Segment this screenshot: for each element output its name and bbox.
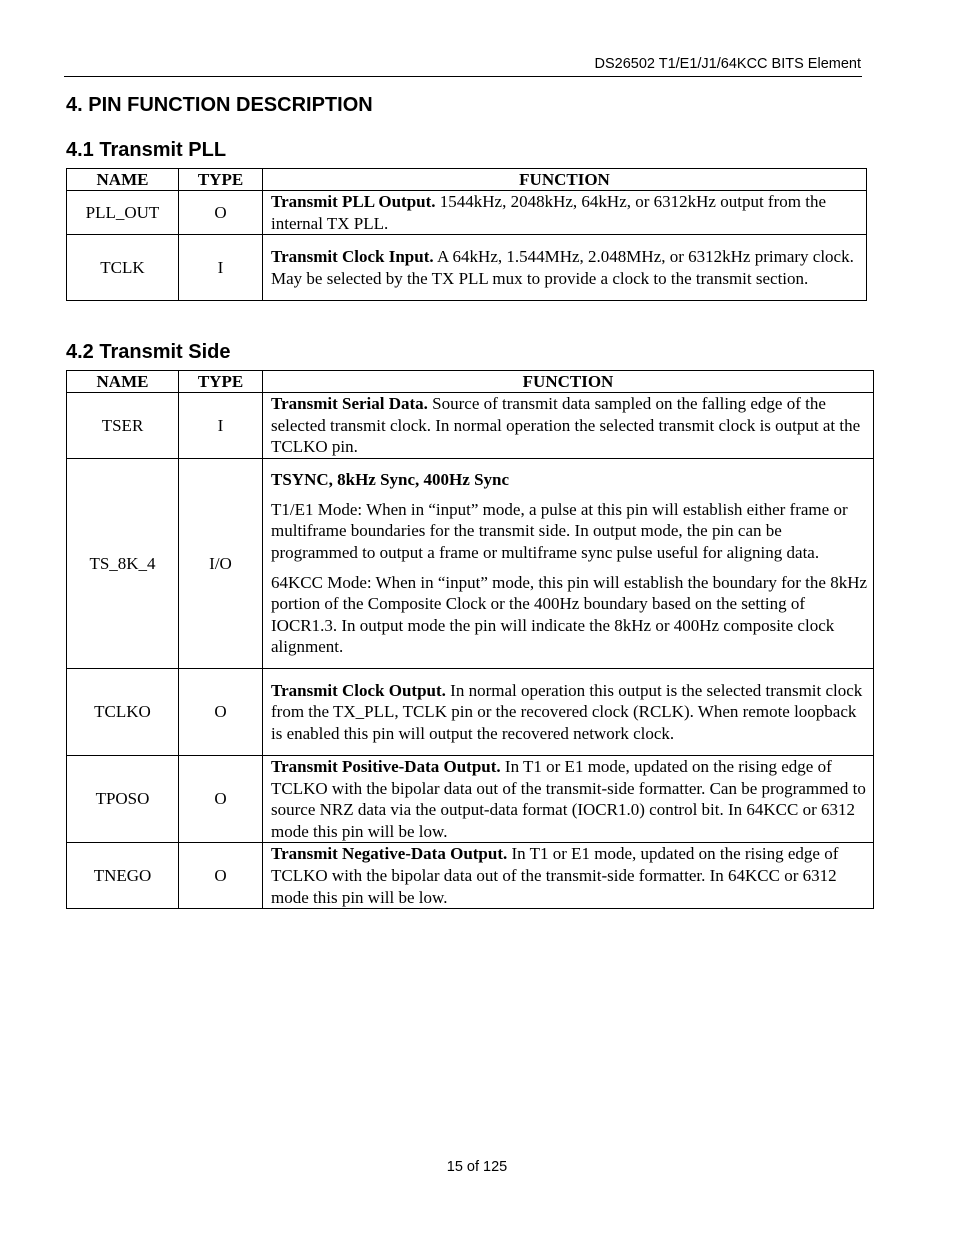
document-header: DS26502 T1/E1/J1/64KCC BITS Element — [594, 56, 861, 72]
table-row — [67, 393, 874, 459]
pin-type: O — [179, 669, 263, 756]
table-row — [67, 191, 867, 235]
header-divider — [64, 76, 862, 77]
pin-name: PLL_OUT — [67, 191, 179, 235]
column-header-function: FUNCTION — [263, 169, 867, 191]
column-header-function: FUNCTION — [263, 371, 874, 393]
pin-type: O — [179, 191, 263, 235]
pin-name: TCLKO — [67, 669, 179, 756]
function-text: 1544kHz, 2048kHz, 64kHz, or 6312kHz output from the internal TX PLL. — [271, 192, 826, 233]
page-number: 15 of 125 — [446, 1159, 508, 1175]
pin-name: TNEGO — [67, 843, 179, 909]
subsection-heading-transmit-pll: 4.1 Transmit PLL — [66, 139, 227, 161]
function-text: In T1 or E1 mode, updated on the rising edge of TCLKO with the bipolar data out of the transmit-side formatter. In 64KCC or 6312 mode this pin will be low. — [271, 844, 839, 907]
pin-name: TS_8K_4 — [67, 459, 179, 669]
pin-function — [263, 669, 874, 756]
pin-type: O — [179, 756, 263, 843]
pin-function — [263, 459, 874, 669]
pin-function — [263, 393, 874, 459]
function-text: In normal operation this output is the selected transmit clock from the TX_PLL, TCLK pin or the recovered clock (RCLK). When remote loopback is enabled this pin will output the recovered network clock. — [271, 680, 863, 743]
function-title: Transmit Serial Data. — [271, 394, 428, 414]
pin-type: O — [179, 843, 263, 909]
table-row — [67, 843, 874, 909]
function-paragraph-64kcc: 64KCC Mode: When in “input” mode, this pin will establish the boundary for the 8kHz portion of the Composite Clock or the 400Hz boundary based on the setting of IOCR1.3. In output mode the pin will indicate the 8kHz or 400Hz composite clock alignment. — [271, 572, 868, 657]
transmit-side-table — [66, 370, 874, 909]
table-row — [67, 669, 874, 756]
pin-function — [263, 235, 867, 301]
table-row — [67, 756, 874, 843]
pin-type: I/O — [179, 459, 263, 669]
pin-function — [263, 843, 874, 909]
table-header-row — [67, 169, 867, 191]
pin-type: I — [179, 393, 263, 459]
function-text: In T1 or E1 mode, updated on the rising edge of TCLKO with the bipolar data out of the transmit-side formatter. Can be programmed to source NRZ data via the output-data format (IOCR1.0) control bit. In 64KCC or 6312 mode this pin will be low. — [271, 757, 866, 841]
function-title: Transmit Clock Output. — [271, 680, 446, 700]
pin-function — [263, 756, 874, 843]
table-row — [67, 235, 867, 301]
pin-name: TPOSO — [67, 756, 179, 843]
column-header-type: TYPE — [179, 169, 263, 191]
column-header-name: NAME — [67, 371, 179, 393]
function-title: Transmit PLL Output. — [271, 192, 436, 211]
column-header-name: NAME — [67, 169, 179, 191]
pin-name: TSER — [67, 393, 179, 459]
function-text: A 64kHz, 1.544MHz, 2.048MHz, or 6312kHz primary clock. May be selected by the TX PLL mux to provide a clock to the transmit section. — [271, 247, 854, 288]
table-header-row — [67, 371, 874, 393]
function-title: Transmit Negative-Data Output. — [271, 844, 508, 864]
function-text: Source of transmit data sampled on the falling edge of the selected transmit clock. In normal operation the selected transmit clock is output at the TCLKO pin. — [271, 394, 861, 457]
pin-type: I — [179, 235, 263, 301]
function-title: TSYNC, 8kHz Sync, 400Hz Sync — [271, 470, 510, 490]
function-title: Transmit Clock Input. — [271, 247, 434, 267]
function-title: Transmit Positive-Data Output. — [271, 757, 501, 776]
section-heading: 4. PIN FUNCTION DESCRIPTION — [66, 94, 373, 116]
function-paragraph-t1e1: T1/E1 Mode: When in “input” mode, a pulse at this pin will establish either frame or multiframe boundaries for the transmit side. In output mode, the pin can be programmed to output a frame or multiframe sync pulse useful for aligning data. — [271, 499, 848, 562]
table-row — [67, 459, 874, 669]
pin-function — [263, 191, 867, 235]
pin-name: TCLK — [67, 235, 179, 301]
transmit-pll-table — [66, 168, 867, 301]
subsection-heading-transmit-side: 4.2 Transmit Side — [66, 341, 231, 363]
column-header-type: TYPE — [179, 371, 263, 393]
